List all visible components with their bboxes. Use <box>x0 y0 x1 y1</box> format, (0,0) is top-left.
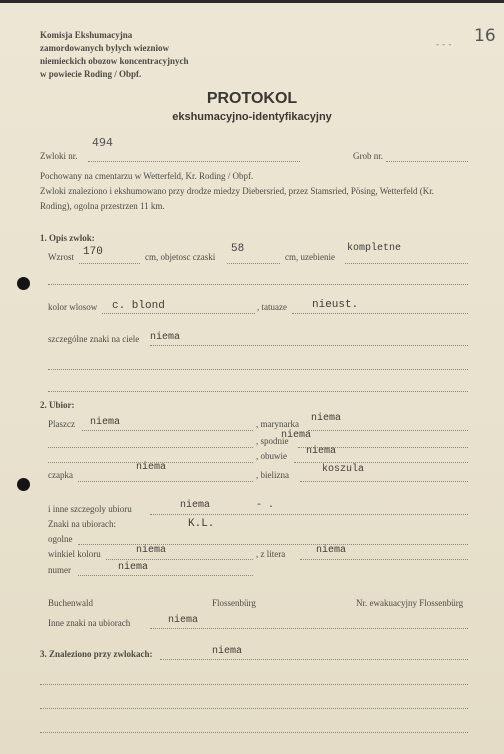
spodnie-value: niema <box>281 430 312 441</box>
inne-znaki-value: niema <box>168 615 199 626</box>
tatuaze-value: nieust. <box>312 299 359 311</box>
org-line-3: niemieckich obozow koncentracyjnych <box>40 56 189 66</box>
org-line-1: Komisja Ekshumacyjna <box>40 30 133 40</box>
czapka-line <box>78 481 253 482</box>
obuwie-label: , obuwie <box>256 451 287 461</box>
marynarka-label: , marynarka <box>256 419 299 429</box>
marynarka-line <box>308 430 468 431</box>
section3-line <box>160 659 468 660</box>
kolor-value: c. blond <box>112 300 165 312</box>
winkiel-value: niema <box>136 545 167 556</box>
blank-line-6 <box>40 732 468 733</box>
litera-value: niema <box>316 545 347 556</box>
uzebienie-label: cm, uzebienie <box>285 252 335 262</box>
blank-line-5 <box>40 708 468 709</box>
uzebienie-line <box>345 263 468 264</box>
blank-line-3 <box>48 391 468 392</box>
zwloki-value: 494 <box>92 136 113 149</box>
czaszka-value: 58 <box>231 243 245 255</box>
czaszka-line <box>227 263 280 264</box>
blank-line-4 <box>40 684 468 685</box>
numer-line <box>78 575 253 576</box>
intro-line-1: Pochowany na cmentarzu w Wetterfeld, Kr. Roding / Obpf. <box>40 171 254 181</box>
header-marks: - - - <box>436 40 452 50</box>
litera-label: , z litera <box>256 549 286 559</box>
grob-label: Grob nr. <box>353 151 383 161</box>
wzrost-label: Wzrost <box>48 252 74 262</box>
spodnie-left-line <box>48 447 253 448</box>
grob-line <box>386 161 468 162</box>
winkiel-label: winkiel koloru <box>48 549 101 559</box>
znaki-ubiorach-label: Znaki na ubiorach: <box>48 519 116 529</box>
litera-line <box>300 559 468 560</box>
kolor-line <box>102 313 255 314</box>
obuwie-value: niema <box>306 446 337 457</box>
punch-hole-bottom <box>17 478 30 491</box>
org-line-2: zamordowanych bylych wiezniow <box>40 43 169 53</box>
tatuaze-line <box>292 313 468 314</box>
winkiel-line <box>106 559 253 560</box>
numer-value: niema <box>118 562 149 573</box>
section3-heading: 3. Znaleziono przy zwlokach: <box>40 649 153 659</box>
inne-szczegoly-value: niema <box>180 500 211 511</box>
marynarka-value: niema <box>311 413 342 424</box>
znaki-ciala-label: szczególne znaki na ciele <box>48 334 140 344</box>
plaszcz-line <box>82 430 253 431</box>
camp-flossenburg: Flossenbürg <box>212 598 256 608</box>
org-line-4: w powiecie Roding / Obpf. <box>40 69 142 79</box>
kolor-label: kolor wlosow <box>48 302 98 312</box>
wzrost-line <box>79 263 140 264</box>
znaki-ciala-value: niema <box>150 332 181 343</box>
znaki-ubiorach-value: K.L. <box>188 518 215 530</box>
blank-line-2 <box>48 369 468 370</box>
section1-heading: 1. Opis zwlok: <box>40 233 95 243</box>
bielizna-line <box>300 481 468 482</box>
uzebienie-value: kompletne <box>347 243 402 254</box>
inne-znaki-label: Inne znaki na ubiorach <box>48 618 131 628</box>
znaki-ciala-line <box>150 345 468 346</box>
zwloki-label: Zwloki nr. <box>40 151 78 161</box>
inne-szczegoly-label: i inne szczegoly ubioru <box>48 504 132 514</box>
czapka-value: niema <box>136 462 167 473</box>
bielizna-label: , bielizna <box>256 470 289 480</box>
plaszcz-label: Plaszcz <box>48 419 75 429</box>
bielizna-value: koszula <box>322 464 365 475</box>
blank-line-1 <box>48 284 468 285</box>
page-number: 16 <box>474 26 496 46</box>
plaszcz-value: niema <box>90 417 121 428</box>
wzrost-value: 170 <box>83 246 103 258</box>
camp-evacuation-number: Nr. ewakuacyjny Flossenbürg <box>356 598 464 608</box>
czaszka-label: cm, objetosc czaski <box>145 252 216 262</box>
inne-znaki-line <box>150 628 468 629</box>
spodnie-label: , spodnie <box>256 436 289 446</box>
section2-heading: 2. Ubior: <box>40 400 75 410</box>
section3-value: niema <box>212 646 243 657</box>
zwloki-line <box>88 161 300 162</box>
intro-line-2: Zwloki znaleziono i ekshumowano przy drodze miedzy Diebersried, przez Stamsried, Pösing, Wetterfeld (Kr. <box>40 186 434 196</box>
tatuaze-label: , tatuaze <box>257 302 287 312</box>
document-subtitle: ekshumacyjno-identyfikacyjny <box>172 111 332 123</box>
punch-hole-top <box>17 277 30 290</box>
camp-buchenwald: Buchenwald <box>48 598 93 608</box>
obuwie-line <box>294 462 468 463</box>
inne-szczegoly-line <box>150 514 468 515</box>
numer-label: numer <box>48 565 71 575</box>
scan-edge <box>0 0 504 3</box>
czapka-label: czapka <box>48 470 73 480</box>
ogolne-label: ogolne <box>48 534 73 544</box>
intro-line-3: Roding), ogolna przestrzen 11 km. <box>40 201 165 211</box>
document-title: PROTOKOL <box>206 90 298 107</box>
inne-szczegoly-tail: - . <box>256 500 275 511</box>
